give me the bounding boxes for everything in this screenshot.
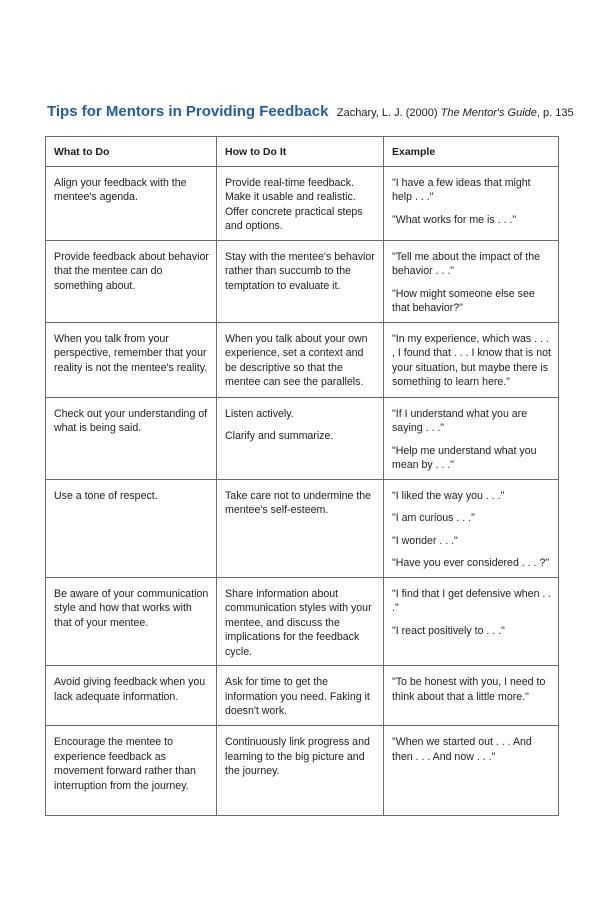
how-text: Continuously link progress and learning to the big picture and the journey.	[225, 736, 370, 777]
cell-how	[217, 166, 384, 240]
cell-example	[384, 240, 559, 322]
how-text: Share information about communication styles with your mentee, and discuss the implications for the feedback cycle.	[225, 587, 372, 658]
how-text: When you talk about your own experience, set a context and be descriptive so that the mentee can see the parallels.	[225, 332, 368, 388]
example-text: "I liked the way you . . ."	[392, 489, 505, 502]
example-text: "I find that I get defensive when . . ."	[392, 587, 552, 614]
how-text: Ask for time to get the information you need. Faking it doesn't work.	[225, 676, 370, 717]
table-row	[46, 397, 559, 479]
example-text: "If I understand what you are saying . . ."	[392, 407, 528, 434]
example-text: "I am curious . . ."	[392, 512, 475, 524]
how-text: Clarify and summarize.	[225, 430, 334, 442]
example-text: "What works for me is . . ."	[392, 213, 517, 226]
cell-what: Align your feedback with the mentee's agenda.	[46, 166, 217, 240]
cell-how	[217, 240, 384, 322]
cell-what: Encourage the mentee to experience feedback as movement forward rather than interruption from the journey.	[46, 726, 217, 816]
cell-what: When you talk from your perspective, remember that your reality is not the mentee's reality.	[46, 322, 217, 397]
table-row	[46, 166, 559, 240]
example-text: "Have you ever considered . . . ?"	[392, 557, 550, 569]
cell-what: Check out your understanding of what is being said.	[46, 397, 217, 479]
cell-how	[217, 577, 384, 666]
cell-what: Provide feedback about behavior that the mentee can do something about.	[46, 240, 217, 322]
citation-page: , p. 135	[536, 107, 574, 119]
cell-what: Use a tone of respect.	[46, 479, 217, 577]
cell-example	[384, 166, 559, 240]
citation-book: The Mentor's Guide	[440, 107, 537, 119]
cell-example	[384, 322, 559, 397]
cell-how	[217, 479, 384, 577]
page-title	[47, 103, 574, 121]
how-text: Listen actively.	[225, 407, 294, 420]
table-row	[46, 726, 559, 816]
cell-what: Avoid giving feedback when you lack adequate information.	[46, 666, 217, 726]
citation-author: Zachary, L. J. (2000)	[336, 107, 438, 119]
how-text: Provide real-time feedback. Make it usable and realistic. Offer concrete practical steps and options.	[225, 176, 363, 232]
table-row	[46, 577, 559, 666]
cell-example	[384, 577, 559, 666]
example-text: "Tell me about the impact of the behavior . . ."	[392, 250, 541, 277]
cell-example	[384, 479, 559, 577]
example-text: "When we started out . . . And then . . . And now . . ."	[392, 736, 532, 763]
how-text: Stay with the mentee's behavior rather than succumb to the temptation to evaluate it.	[225, 250, 375, 292]
table-row	[46, 322, 559, 397]
table-row	[46, 240, 559, 322]
cell-how	[217, 726, 384, 816]
example-text: "How might someone else see that behavior?"	[392, 287, 535, 314]
cell-example	[384, 666, 559, 726]
cell-example	[384, 726, 559, 816]
header-example: Example	[384, 137, 559, 167]
table-header-row	[46, 137, 559, 167]
feedback-tips-table	[45, 136, 559, 816]
example-text: "I wonder . . ."	[392, 534, 458, 547]
example-text: "I react positively to . . ."	[392, 624, 505, 637]
cell-example	[384, 397, 559, 479]
table-row	[46, 666, 559, 726]
cell-how	[217, 666, 384, 726]
example-text: "Help me understand what you mean by . . ."	[392, 444, 537, 471]
cell-how	[217, 397, 384, 479]
title-main: Tips for Mentors in Providing Feedback	[47, 103, 329, 120]
citation	[337, 107, 574, 119]
cell-how	[217, 322, 384, 397]
how-text: Take care not to undermine the mentee's self-esteem.	[225, 489, 372, 516]
header-what-to-do: What to Do	[46, 137, 217, 167]
example-text: "I have a few ideas that might help . . ."	[392, 176, 531, 203]
example-text: "To be honest with you, I need to think about that a little more."	[392, 676, 546, 703]
example-text: "In my experience, which was . . . , I found that . . . I know that is not your situation, but maybe there is something to learn here."	[392, 332, 551, 388]
cell-what: Be aware of your communication style and how that works with that of your mentee.	[46, 577, 217, 666]
header-how-to-do-it: How to Do It	[217, 137, 384, 167]
table-row	[46, 479, 559, 577]
